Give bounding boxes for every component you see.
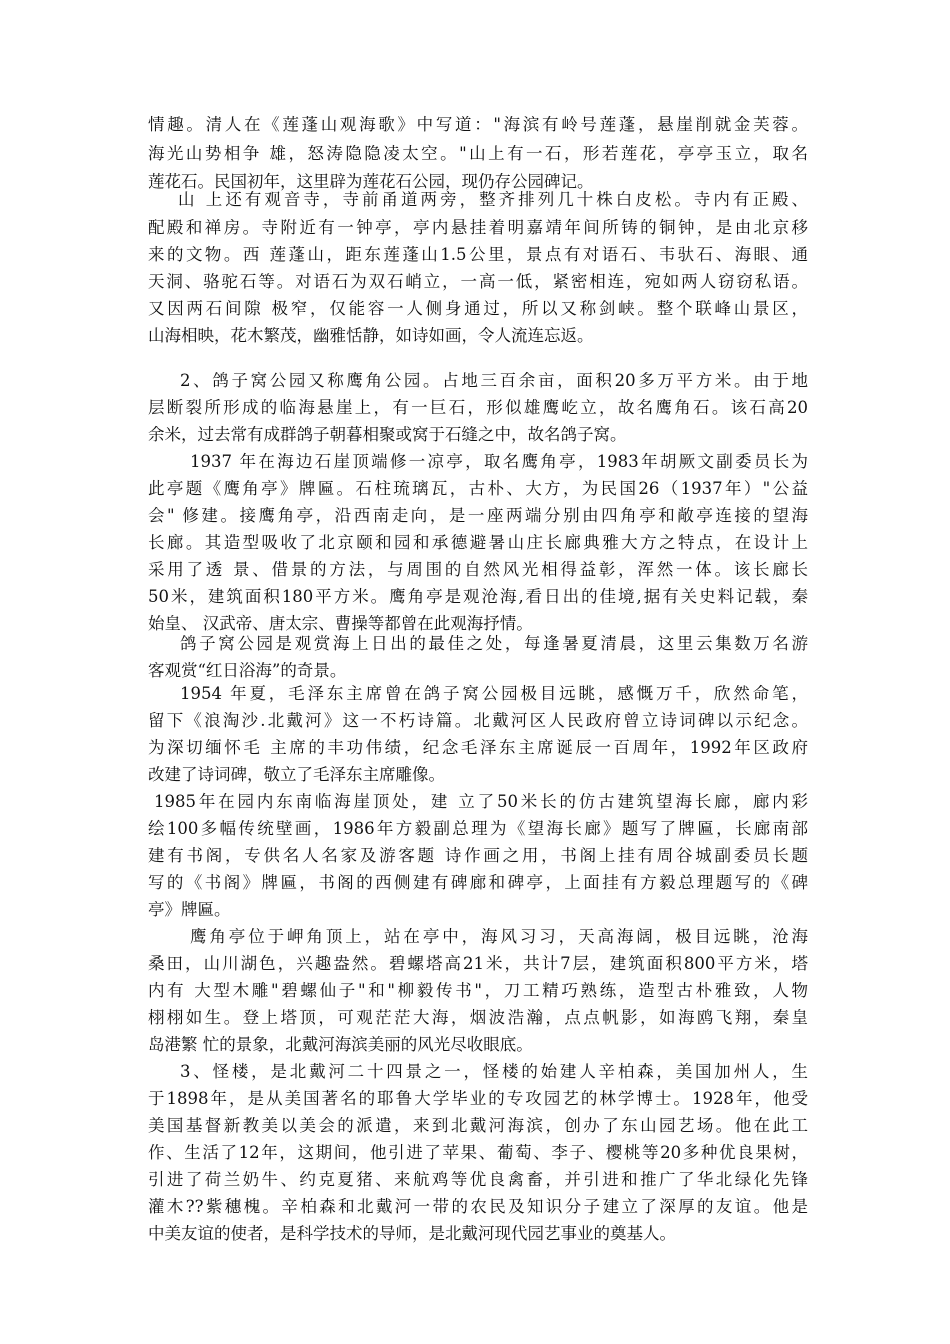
text-line: 栩栩如生。登上塔顶，可观茫茫大海，烟波浩瀚，点点帆影，如海鸥飞翔，秦皇 (148, 1008, 808, 1027)
section-heading-line: 2、鸽子窝公园又称鹰角公园。占地三百余亩，面积20多万平方米。由于地 (180, 371, 808, 390)
text-line: 鹰角亭位于岬角顶上，站在亭中，海风习习，天高海阔，极目远眺，沧海 (190, 927, 808, 946)
text-line: 于1898年，是从美国著名的耶鲁大学毕业的专攻园艺的林学博士。1928年，他受 (148, 1089, 808, 1108)
text-line: 绘100多幅传统壁画，1986年方毅副总理为《望海长廊》题写了牌匾，长廊南部 (148, 819, 808, 838)
text-line: 桑田，山川湖色，兴趣盎然。碧螺塔高21米，共计7层，建筑面积800平方米，塔 (148, 954, 808, 973)
text-line: 层断裂所形成的临海悬崖上，有一巨石，形似雄鹰屹立，故名鹰角石。该石高20 (148, 398, 808, 417)
text-line: 会" 修建。接鹰角亭，沿西南走向，是一座两端分别由四角亭和敞亭连接的望海 (148, 506, 808, 525)
text-line: 灌木??紫穗槐。辛柏森和北戴河一带的农民及知识分子建立了深厚的友谊。他是 (148, 1197, 808, 1216)
text-line: 山海相映，花木繁茂，幽雅恬静，如诗如画，令人流连忘返。 (148, 326, 594, 345)
text-line: 内有 大型木雕"碧螺仙子"和"柳毅传书"，刀工精巧熟练，造型古朴雅致，人物 (148, 981, 808, 1000)
text-line: 改建了诗词碑，敬立了毛泽东主席雕像。 (148, 765, 445, 784)
text-line: 海光山势相争 雄，怒涛隐隐凌太空。"山上有一石，形若莲花，亭亭玉立，取名 (148, 144, 808, 163)
text-line: 美国基督新教美以美会的派遣，来到北戴河海滨，创办了东山园艺场。他在此工 (148, 1116, 808, 1135)
text-line: 岛港繁 忙的景象，北戴河海滨美丽的风光尽收眼底。 (148, 1035, 533, 1054)
text-line: 情趣。清人在《莲蓬山观海歌》中写道："海滨有岭号莲蓬，悬崖削就金芙蓉。 (148, 115, 808, 134)
text-line: 客观赏“红日浴海”的奇景。 (148, 661, 347, 680)
text-line: 为深切缅怀毛 主席的丰功伟绩，纪念毛泽东主席诞辰一百周年，1992年区政府 (148, 738, 808, 757)
text-line: 中美友谊的使者，是科学技术的导师，是北戴河现代园艺事业的奠基人。 (148, 1224, 676, 1243)
text-line: 天洞、骆驼石等。对语石为双石峭立，一高一低，紧密相连，宛如两人窃窃私语。 (148, 272, 808, 291)
text-line: 1954 年夏，毛泽东主席曾在鸽子窝公园极目远眺，感慨万千，欣然命笔， (180, 684, 808, 703)
text-line: 余米，过去常有成群鸽子朝暮相聚或窝于石缝之中，故名鸽子窝。 (148, 425, 627, 444)
text-line: 写的《书阁》牌匾，书阁的西侧建有碑廊和碑亭，上面挂有方毅总理题写的《碑 (148, 873, 808, 892)
text-line: 鸽子窝公园是观赏海上日出的最佳之处，每逢暑夏清晨，这里云集数万名游 (180, 634, 808, 653)
text-line: 山 上还有观音寺，寺前甬道两旁，整齐排列几十株白皮松。寺内有正殿、 (178, 190, 808, 209)
text-line: 1985年在园内东南临海崖顶处，建 立了50米长的仿古建筑望海长廊，廊内彩 (154, 792, 808, 811)
text-line: 莲花石。民国初年，这里辟为莲花石公园，现仍存公园碑记。 (148, 172, 594, 191)
text-line: 长廊。其造型吸收了北京颐和园和承德避暑山庄长廊典雅大方之特点，在设计上 (148, 533, 808, 552)
text-line: 留下《浪淘沙.北戴河》这一不朽诗篇。北戴河区人民政府曾立诗词碑以示纪念。 (148, 711, 808, 730)
text-line: 作、生活了12年，这期间，他引进了苹果、葡萄、李子、樱桃等20多种优良果树， (148, 1143, 808, 1162)
text-line: 来的文物。西 莲蓬山，距东莲蓬山1.5公里，景点有对语石、韦驮石、海眼、通 (148, 245, 808, 264)
text-line: 采用了透 景、借景的方法，与周围的自然风光相得益彰，浑然一体。该长廊长 (148, 560, 808, 579)
text-line: 50米，建筑面积180平方米。鹰角亭是观沧海,看日出的佳境,据有关史料记载，秦 (148, 587, 808, 606)
text-line: 建有书阁，专供名人名家及游客题 诗作画之用，书阁上挂有周谷城副委员长题 (148, 846, 808, 865)
text-line: 1937 年在海边石崖顶端修一凉亭，取名鹰角亭，1983年胡厥文副委员长为 (190, 452, 808, 471)
text-line: 引进了荷兰奶牛、约克夏猪、来航鸡等优良禽畜，并引进和推广了华北绿化先锋 (148, 1170, 808, 1189)
section-heading-line: 3、怪楼，是北戴河二十四景之一，怪楼的始建人辛柏森，美国加州人，生 (180, 1062, 808, 1081)
text-line: 配殿和禅房。寺附近有一钟亭，亭内悬挂着明嘉靖年间所铸的铜钟，是由北京移 (148, 218, 808, 237)
text-line: 亭》牌匾。 (148, 900, 231, 919)
text-line: 此亭题《鹰角亭》牌匾。石柱琉璃瓦，古朴、大方，为民国26（1937年）"公益 (148, 479, 808, 498)
text-line: 始皇、 汉武帝、唐太宗、曹操等都曾在此观海抒情。 (148, 614, 533, 633)
text-line: 又因两石间隙 极窄，仅能容一人侧身通过，所以又称剑峡。整个联峰山景区， (148, 299, 808, 318)
